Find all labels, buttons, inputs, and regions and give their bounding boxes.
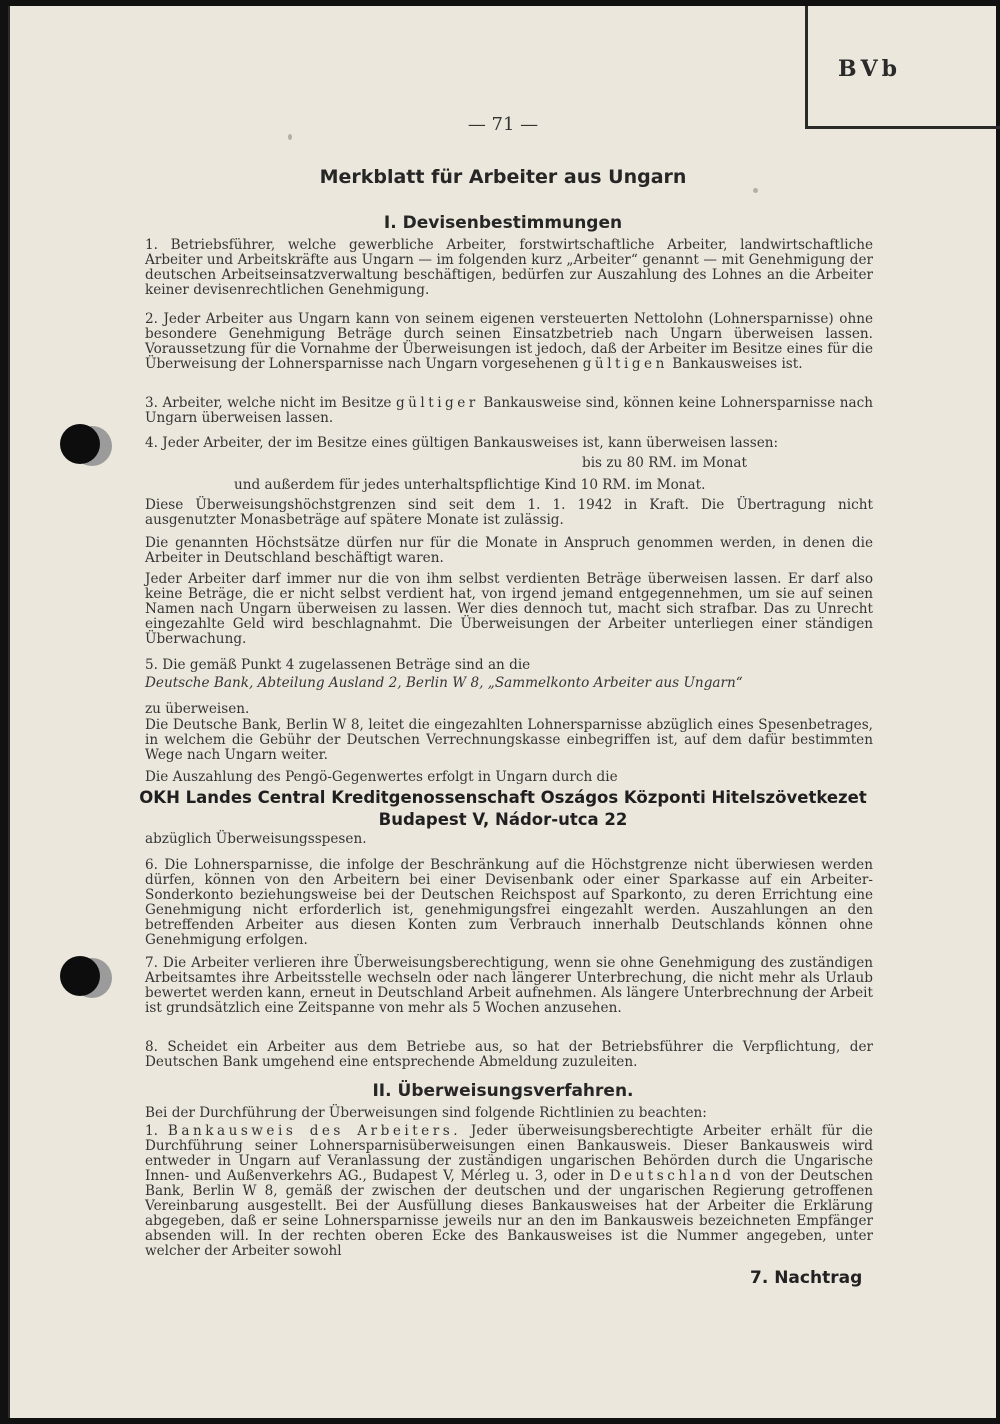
page-number: — 71 — <box>467 114 539 135</box>
paragraph-5-bank-address: Deutsche Bank, Abteilung Ausland 2, Berlin W 8, „Sammelkonto Arbeiter aus Ungarn“ <box>145 675 743 691</box>
paragraph-7: 7. Die Arbeiter verlieren ihre Überweisungsberechtigung, wenn sie ohne Genehmigung des zuständigen Arbeitsamtes ihre Arbeitsstelle wechseln oder nach längerer Unterbrechung, die nicht mehr als Urlaub bewertet werden kann, erneut in Deutschland Arbeit aufnehmen. Als längere Unterbrechnung der Arbeit ist grundsätzlich eine Zeitspanne von mehr als 5 Wochen anzusehen. <box>145 955 873 1016</box>
okh-bank-name: OKH Landes Central Kreditgenossenschaft Oszágos Központi Hitelszövetkezet <box>139 788 867 807</box>
paragraph-8: 8. Scheidet ein Arbeiter aus dem Betriebe aus, so hat der Betriebsführer die Verpflichtung, der Deutschen Bank umgehend eine entsprechende Abmeldung zuzuleiten. <box>145 1039 873 1070</box>
section-2-item-text: Jeder überweisungsberechtigte Arbeiter erhält für die Durchführung seiner Lohnersparnisüberweisungen einen Bankausweis. Dieser Bankausweis wird entweder in Ungarn auf Veranlassung der zuständigen ungarischen Behörden durch die Ungarische Innen- und Außenverkehrs AG., Budapest V, Mérleg u. 3, oder in <box>145 1123 873 1184</box>
section-2-item-country: Deutschland <box>609 1168 735 1184</box>
paragraph-4-limit: bis zu 80 RM. im Monat <box>582 455 747 471</box>
section-2-heading: II. Überweisungsverfahren. <box>372 1081 634 1101</box>
document-title: Merkblatt für Arbeiter aus Ungarn <box>319 166 687 188</box>
section-2-intro: Bei der Durchführung der Überweisungen sind folgende Richtlinien zu beachten: <box>145 1105 707 1121</box>
paragraph-5-payout: Die Auszahlung des Pengö-Gegenwertes erfolgt in Ungarn durch die <box>145 769 618 785</box>
register-tab-box <box>805 6 1000 129</box>
paragraph-4-validity: Diese Überweisungshöchstgrenzen sind seit dem 1. 1. 1942 in Kraft. Die Übertragung nicht ausgenutzter Monasbeträge auf spätere Monate ist zulässig. <box>145 497 873 528</box>
punch-hole-lower <box>60 956 100 996</box>
paragraph-3-end: Bankausweise sind, können keine Lohnersparnisse nach Ungarn überweisen lassen. <box>145 395 873 426</box>
paragraph-2-text: 2. Jeder Arbeiter aus Ungarn kann von seinem eigenen versteuerten Nettolohn (Lohnersparnisse) ohne besondere Genehmigung Beträge durch seinen Einsatzbetrieb nach Ungarn überweisen lassen. Voraussetzung für die Vornahme der Überweisungen ist jedoch, daß der Arbeiter im Besitze eines für die Überweisung der Lohnersparnisse nach Ungarn vorgesehenen <box>145 311 873 372</box>
paper-speck <box>753 188 758 193</box>
supplement-label: 7. Nachtrag <box>750 1268 863 1288</box>
paragraph-1: 1. Betriebsführer, welche gewerbliche Arbeiter, forstwirtschaftliche Arbeiter, landwirtschaftliche Arbeiter und Arbeitskräfte aus Ungarn — im folgenden kurz „Arbeiter“ genannt — mit Genehmigung der deutschen Arbeitseinsatzverwaltung beschäftigen, bedürfen zur Auszahlung des Lohnes an die Arbeiter keiner devisenrechtlichen Genehmigung. <box>145 237 873 298</box>
paragraph-5-forwarding: Die Deutsche Bank, Berlin W 8, leitet die eingezahlten Lohnersparnisse abzüglich eines Spesenbetrages, in welchem die Gebühr der Deutschen Verrechnungskasse einbegriffen ist, auf dem dafür bestimmten Wege nach Ungarn weiter. <box>145 717 873 763</box>
paragraph-3-spaced: gültiger <box>395 395 479 411</box>
punch-hole-upper <box>60 424 100 464</box>
paragraph-4-line-1: 4. Jeder Arbeiter, der im Besitze eines gültigen Bankausweises ist, kann überweisen lassen: <box>145 435 779 451</box>
okh-bank-address: Budapest V, Nádor-utca 22 <box>378 810 628 829</box>
section-2-paragraph-1 <box>145 1124 873 1259</box>
paragraph-3 <box>145 396 873 426</box>
paragraph-5-line-1: 5. Die gemäß Punkt 4 zugelassenen Beträge sind an die <box>145 657 531 673</box>
register-tab-label: BVb <box>838 56 902 82</box>
paragraph-2 <box>145 312 873 372</box>
document-page <box>8 6 996 1418</box>
section-1-heading: I. Devisenbestimmungen <box>383 213 623 233</box>
paragraph-4-months: Die genannten Höchstsätze dürfen nur für die Monate in Anspruch genommen werden, in denen die Arbeiter in Deutschland beschäftigt waren. <box>145 535 873 566</box>
paragraph-6: 6. Die Lohnersparnisse, die infolge der Beschränkung auf die Höchstgrenze nicht überwiesen werden dürfen, können von den Arbeitern bei einer Devisenbank oder einer Sparkasse auf ein Arbeiter-Sonderkonto beziehungsweise bei der Deutschen Reichspost auf Sparkonto, zu deren Errichtung eine Genehmigung nicht erforderlich ist, genehmigungsfrei eingezahlt werden. Auszahlungen an den betreffenden Arbeiter aus diesen Konten zum Verbrauch innerhalb Deutschlands können ohne Genehmigung erfolgen. <box>145 857 873 948</box>
section-2-item-title: Bankausweis des Arbeiters. <box>167 1123 462 1139</box>
paragraph-2-spaced: gültigen <box>582 356 668 372</box>
paragraph-4-warning: Jeder Arbeiter darf immer nur die von ihm selbst verdienten Beträge überweisen lassen. Er darf also keine Beträge, die er nicht selbst verdient hat, von irgend jemand entgegennehmen, um sie auf seinen Namen nach Ungarn überweisen zu lassen. Wer dies dennoch tut, macht sich strafbar. Das zu Unrecht eingezahlte Geld wird beschlagnahmt. Die Überweisungen der Arbeiter unterliegen einer ständigen Überwachung. <box>145 571 873 647</box>
paragraph-4-child-limit: und außerdem für jedes unterhaltspflichtige Kind 10 RM. im Monat. <box>234 477 706 493</box>
section-2-item-number: 1. <box>145 1123 158 1139</box>
paragraph-5-deduction: abzüglich Überweisungsspesen. <box>145 831 367 847</box>
paragraph-3-text: 3. Arbeiter, welche nicht im Besitze <box>145 395 392 411</box>
paper-speck <box>288 134 292 140</box>
paragraph-5-transfer: zu überweisen. <box>145 701 250 717</box>
section-2-item-text-end: von der Deutschen Bank, Berlin W 8, gemäß der zwischen der deutschen und der ungarischen Regierung getroffenen Vereinbarung ausgestellt. Bei der Ausfüllung dieses Bankausweises hat der Arbeiter die Erklärung abgegeben, daß er seine Lohnersparnisse jeweils nur an den im Bankausweis bezeichneten Empfänger absenden will. In der rechten oberen Ecke des Bankausweises ist die Nummer angegeben, unter welcher der Arbeiter sowohl <box>145 1168 874 1259</box>
paragraph-2-end: Bankausweises ist. <box>672 356 803 372</box>
